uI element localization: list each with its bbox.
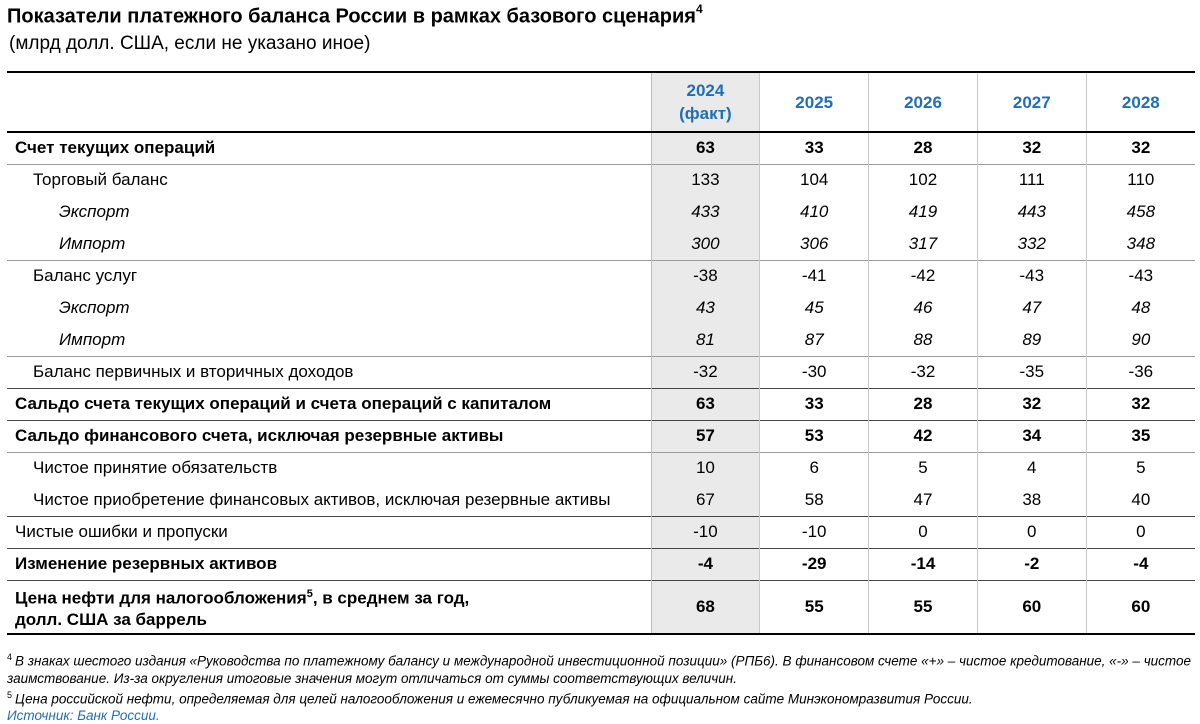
cell-value: 458 [1086,196,1195,228]
column-header-2028: 2028 [1086,72,1195,132]
row-label: Чистое приобретение финансовых активов, исключая резервные активы [33,489,611,509]
cell-value: 433 [651,196,760,228]
cell-value: -43 [977,260,1086,292]
cell-value: -2 [977,548,1086,580]
cell-value: 410 [760,196,869,228]
cell-value: 332 [977,228,1086,260]
cell-value: -10 [760,516,869,548]
cell-value: 34 [977,420,1086,452]
cell-value: 133 [651,164,760,196]
cell-value: 60 [977,580,1086,634]
cell-value: 28 [869,132,978,164]
cell-value: 48 [1086,292,1195,324]
cell-value: 102 [869,164,978,196]
cell-value: -10 [651,516,760,548]
row-current-and-capital-account [7,388,1195,420]
source-note: Источник: Банк России. [7,708,160,723]
cell-value: -41 [760,260,869,292]
cell-value: 443 [977,196,1086,228]
cell-value: -4 [1086,548,1195,580]
cell-value: -42 [869,260,978,292]
cell-value: 317 [869,228,978,260]
cell-value: 0 [977,516,1086,548]
column-header-2026: 2026 [869,72,978,132]
cell-value: 4 [977,452,1086,484]
cell-value: 81 [651,324,760,356]
cell-value: 68 [651,580,760,634]
row-label: Торговый баланс [7,164,651,196]
cell-value: 300 [651,228,760,260]
cell-value: -32 [651,356,760,388]
row-label: Импорт [59,233,126,253]
cell-value: 28 [869,388,978,420]
row-services-import [7,324,1195,356]
cell-value: 89 [977,324,1086,356]
cell-value: 10 [651,452,760,484]
footnote-text: Цена российской нефти, определяемая для целей налогообложения и ежемесячно публикуемая на официальном сайте Минэкономразвития России. [15,691,973,706]
cell-value: 58 [760,484,869,516]
cell-value: 57 [651,420,760,452]
cell-value: 60 [1086,580,1195,634]
cell-value: 32 [1086,388,1195,420]
cell-value: 5 [1086,452,1195,484]
row-reserve-assets-change [7,548,1195,580]
row-label: Изменение резервных активов [7,548,651,580]
cell-value: 110 [1086,164,1195,196]
footnote-5 [7,687,1197,708]
footnotes [7,649,1197,724]
cell-value: 33 [760,132,869,164]
row-label: Счет текущих операций [15,138,216,158]
cell-value: -38 [651,260,760,292]
cell-value: -43 [1086,260,1195,292]
row-income-balance [7,356,1195,388]
footnote-4 [7,649,1197,687]
cell-value: 45 [760,292,869,324]
table-header-row [7,72,1195,132]
cell-value: -29 [760,548,869,580]
cell-value: 32 [977,132,1086,164]
page-subtitle: (млрд долл. США, если не указано иное) [9,33,371,54]
row-label: Баланс услуг [7,260,651,292]
row-label: Чистое принятие обязательств [7,452,651,484]
cell-value: -30 [760,356,869,388]
row-label: Импорт [59,329,126,349]
row-label: Чистые ошибки и пропуски [7,516,651,548]
row-goods-import [7,228,1195,260]
cell-value: 419 [869,196,978,228]
row-label: Экспорт [59,202,130,221]
row-oil-price [7,580,1195,634]
cell-value: 67 [651,484,760,516]
row-label: Сальдо финансового счета, исключая резервные активы [7,420,651,452]
cell-value: 90 [1086,324,1195,356]
cell-value: 5 [869,452,978,484]
cell-value: -14 [869,548,978,580]
footnote-mark: 5 [7,689,13,700]
cell-value: 47 [869,484,978,516]
cell-value: 0 [1086,516,1195,548]
cell-value: 47 [977,292,1086,324]
cell-value: 55 [869,580,978,634]
cell-value: 43 [651,292,760,324]
cell-value: 63 [651,388,760,420]
row-label: Цена нефти для налогообложения$^5$, в среднем за год, долл. США за баррель [7,580,651,634]
header-blank-cell [7,72,651,132]
cell-value: 33 [760,388,869,420]
cell-value: 35 [1086,420,1195,452]
cell-value: -4 [651,548,760,580]
row-services-balance [7,260,1195,292]
cell-value: -36 [1086,356,1195,388]
footnote-mark: 5 [306,587,313,600]
cell-value: 32 [977,388,1086,420]
row-goods-export [7,196,1195,228]
cell-value: 306 [760,228,869,260]
cell-value: 46 [869,292,978,324]
row-trade-balance [7,164,1195,196]
row-financial-account [7,420,1195,452]
cell-value: 55 [760,580,869,634]
cell-value: 32 [1086,132,1195,164]
row-label: Сальдо счета текущих операций и счета операций с капиталом [7,388,651,420]
cell-value: 87 [760,324,869,356]
column-header-2027: 2027 [977,72,1086,132]
cell-value: 40 [1086,484,1195,516]
column-header-2025: 2025 [760,72,869,132]
row-label: Баланс первичных и вторичных доходов [7,356,651,388]
title-footnote-mark: 4 [695,2,703,16]
row-services-export [7,292,1195,324]
page-title: Показатели платежного баланса России в рамках базового сценария$^4$ [7,2,703,28]
cell-value: -35 [977,356,1086,388]
footnote-mark: 4 [7,652,13,662]
cell-value: 0 [869,516,978,548]
cell-value: 53 [760,420,869,452]
cell-value: 63 [651,132,760,164]
row-net-errors [7,516,1195,548]
column-header-2024: 2024 (факт) [651,72,760,132]
row-current-account [7,132,1195,164]
cell-value: 88 [869,324,978,356]
footnote-text: В знаках шестого издания «Руководства по платежному балансу и международной инвестиционной позиции» (РПБ6). В финансовом счете «+» – чистое кредитование, «-» – чистое заимствование. Из-за округления итоговые значения могут отличаться от суммы соответствующих величин. [7,653,1192,686]
cell-value: 6 [760,452,869,484]
row-net-liabilities [7,452,1195,484]
cell-value: 42 [869,420,978,452]
row-net-financial-assets [7,484,1195,516]
cell-value: 104 [760,164,869,196]
cell-value: 348 [1086,228,1195,260]
cell-value: 111 [977,164,1086,196]
balance-of-payments-table [7,71,1195,635]
cell-value: 38 [977,484,1086,516]
row-label: Экспорт [59,298,130,317]
cell-value: -32 [869,356,978,388]
